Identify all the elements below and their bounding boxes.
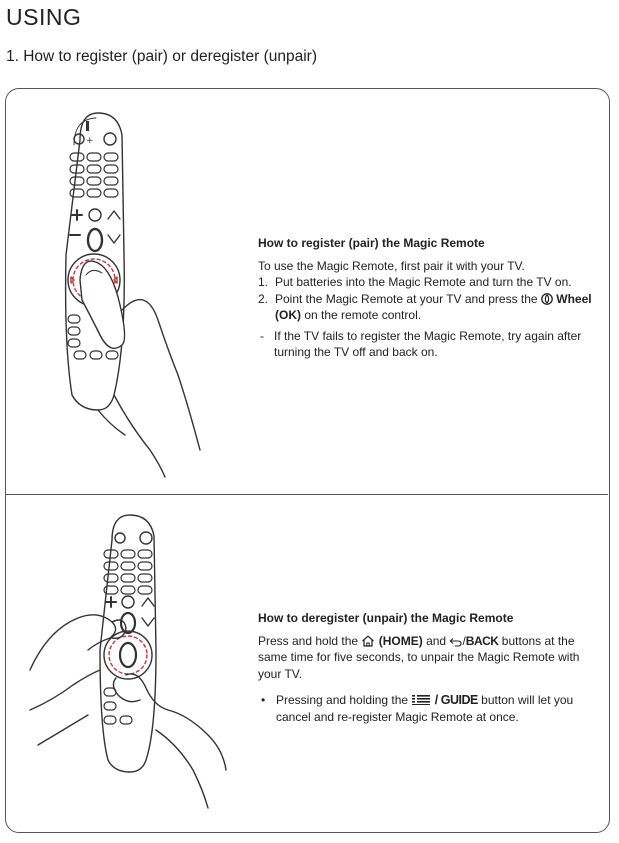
- guide-text: GUIDE: [440, 693, 478, 707]
- bullet-marker: •: [261, 693, 266, 707]
- home-label: (HOME): [378, 633, 423, 648]
- step-text-post: on the remote control.: [301, 308, 422, 322]
- page-title: USING: [6, 4, 82, 30]
- step-text-pre: Point the Magic Remote at your TV and press the: [275, 291, 541, 306]
- magic-remote-deregister-illustration: [28, 510, 228, 810]
- text: Pressing and holding the: [276, 693, 412, 707]
- register-step-2: [258, 291, 603, 324]
- wheel-ok-label: Wheel (OK): [275, 291, 592, 322]
- wheel-icon: [541, 293, 553, 305]
- step-text: Put batteries into the Magic Remote and turn the TV on.: [275, 275, 572, 289]
- svg-text:+: +: [86, 136, 94, 146]
- magic-remote-register-illustration: [50, 105, 210, 485]
- step-number: 1.: [258, 275, 269, 289]
- home-icon: [361, 635, 375, 647]
- section-subheading: 1. How to register (pair) or deregister (unpair): [6, 48, 317, 65]
- deregister-instructions: [258, 610, 598, 725]
- deregister-title: How to deregister (unpair) the Magic Remote: [258, 611, 514, 625]
- guide-label: [435, 693, 478, 707]
- register-title: How to register (pair) the Magic Remote: [258, 236, 485, 250]
- back-arrow-icon: [449, 637, 462, 647]
- deregister-bullet: [258, 692, 598, 725]
- text: Press and hold the: [258, 633, 362, 648]
- text: buttons at the same time for five seconds, to unpair the Magic Remote with your TV.: [258, 633, 580, 681]
- register-instructions: [258, 235, 603, 361]
- text: and: [422, 633, 450, 648]
- slash: /: [434, 693, 438, 707]
- register-note: [258, 328, 603, 361]
- slash: /: [462, 633, 466, 648]
- section-divider: [5, 494, 608, 495]
- step-number: 2.: [258, 291, 269, 306]
- note-text: If the TV fails to register the Magic Remote, try again after turning the TV off and back on.: [274, 328, 582, 359]
- note-marker: -: [260, 328, 264, 343]
- deregister-paragraph: [258, 633, 598, 683]
- guide-icon: [411, 694, 431, 706]
- register-step-1: [258, 274, 603, 291]
- back-label: BACK: [465, 633, 499, 648]
- text: button will let you cancel and re-register Magic Remote at once.: [276, 693, 574, 724]
- register-intro: To use the Magic Remote, first pair it with your TV.: [258, 258, 525, 273]
